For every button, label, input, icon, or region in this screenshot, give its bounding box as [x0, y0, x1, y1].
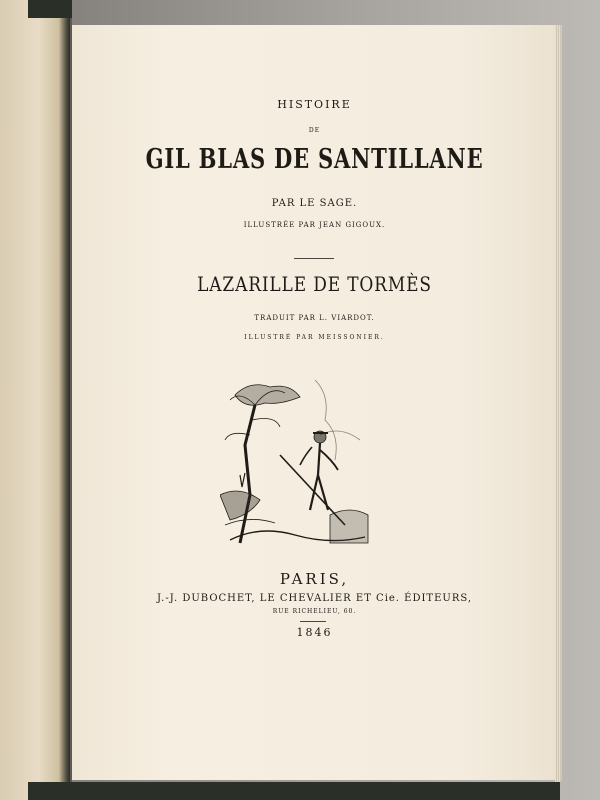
publication-year: 1846: [296, 626, 333, 639]
address-line: RUE RICHELIEU, 60.: [272, 608, 357, 615]
year-divider: [300, 621, 326, 622]
publisher-line: J.-J. DUBOCHET, LE CHEVALIER ET Cie. ÉDITEURS,: [156, 593, 473, 604]
engraving-illustration: [220, 375, 370, 545]
cover-corner: [28, 0, 72, 18]
author-line: PAR LE SAGE.: [271, 198, 358, 209]
second-title: LAZARILLE DE TORMÈS: [197, 272, 432, 296]
cover-bottom-edge: [28, 782, 560, 800]
gutter-shadow: [58, 0, 72, 800]
de-word: DE: [308, 127, 321, 134]
second-illustrator-line: ILLUSTRÉ PAR MEISSONIER.: [244, 334, 385, 341]
histoire-heading: HISTOIRE: [277, 98, 352, 111]
title-divider: [294, 258, 334, 259]
translator-line: TRADUIT PAR L. VIARDOT.: [254, 314, 375, 322]
city-line: PARIS,: [279, 570, 350, 588]
page-stack-edge: [555, 25, 561, 782]
illustrator-line: ILLUSTRÉE PAR JEAN GIGOUX.: [243, 221, 386, 229]
main-title: GIL BLAS DE SANTILLANE: [145, 144, 484, 175]
